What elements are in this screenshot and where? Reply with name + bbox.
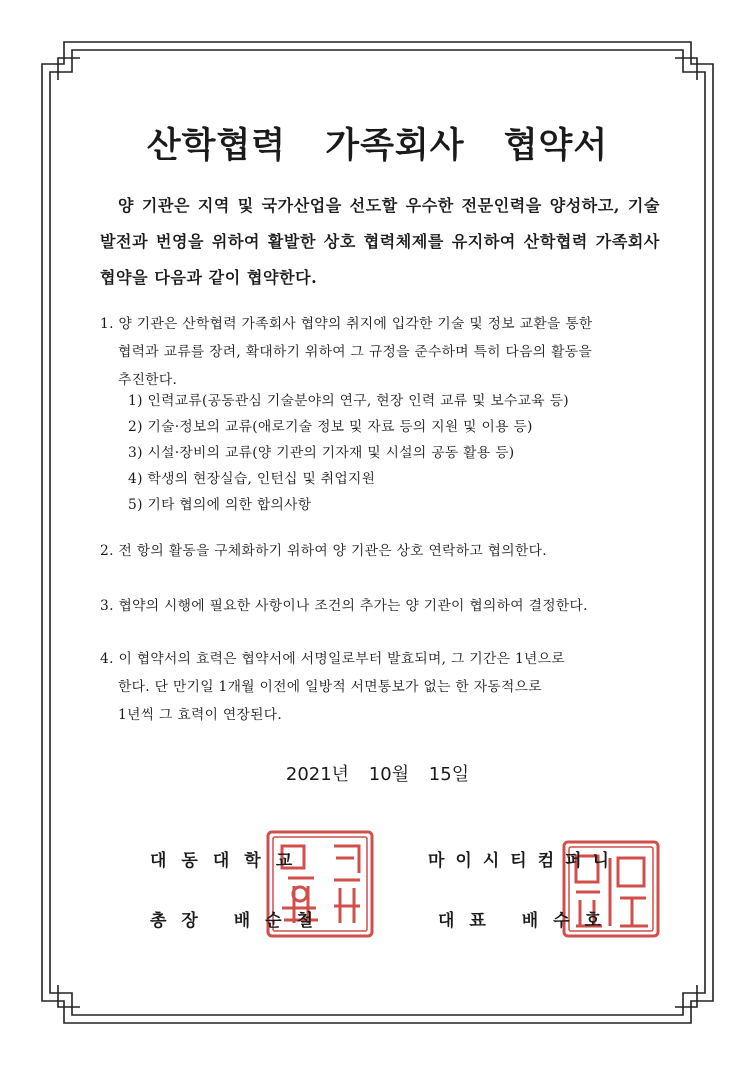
- document-title: 산학협력 가족회사 협약서: [146, 125, 609, 166]
- clause-2-line: 2. 전 항의 활동을 구체화하기 위하여 양 기관은 상호 연락하고 협의한다.: [100, 543, 547, 559]
- clause-2: [100, 537, 670, 565]
- clause-1-item: 3) 시설·장비의 교류(양 기관의 기자재 및 시설의 공동 활용 등): [128, 445, 515, 461]
- company-name: 마이시티컴퍼니: [428, 851, 620, 871]
- clause-4-line: 4. 이 협약서의 효력은 협약서에 서명일로부터 발효되며, 그 기간은 1년으로: [100, 651, 565, 667]
- clause-4-line: 1년씩 그 효력이 연장된다.: [118, 707, 283, 723]
- clause-1: [100, 310, 670, 394]
- intro-paragraph: 양 기관은 지역 및 국가산업을 선도할 우수한 전문인력을 양성하고, 기술발전과 번영을 위하여 활발한 상호 협력체제를 유지하여 산학협력 가족회사 협약을 다음과 같이 협약한다.: [100, 196, 660, 287]
- university-president: 총장 배순철: [150, 911, 329, 931]
- clause-4-line: 한다. 단 만기일 1개월 이전에 일방적 서면통보가 없는 한 자동적으로: [118, 679, 542, 695]
- clause-1-item: 5) 기타 협의에 의한 합의사항: [128, 497, 312, 513]
- clause-1-line: 협력과 교류를 장려, 확대하기 위하여 그 규정을 준수하며 특히 다음의 활동을: [118, 344, 593, 360]
- clause-1-item: 1) 인력교류(공동관심 기술분야의 연구, 현장 인력 교류 및 보수교육 등): [128, 393, 569, 409]
- clause-1-item: 2) 기술·정보의 교류(애로기술 정보 및 자료 등의 지원 및 이용 등): [128, 419, 533, 435]
- clause-4: [100, 645, 670, 729]
- signing-date: 2021년 10월 15일: [285, 764, 470, 785]
- company-representative: 대표 배수호: [438, 911, 617, 931]
- clause-1-line: 1. 양 기관은 산학협력 가족회사 협약의 취지에 입각한 기술 및 정보 교환을 통한: [100, 316, 593, 332]
- clause-1-line: 추진한다.: [118, 372, 178, 388]
- university-name: 대동대학교: [150, 851, 308, 871]
- clause-1-item: 4) 학생의 현장실습, 인턴십 및 취업지원: [128, 471, 376, 487]
- clause-3-line: 3. 협약의 시행에 필요한 사항이나 조건의 추가는 양 기관이 협의하여 결정한다.: [100, 598, 588, 614]
- clause-3: [100, 592, 670, 620]
